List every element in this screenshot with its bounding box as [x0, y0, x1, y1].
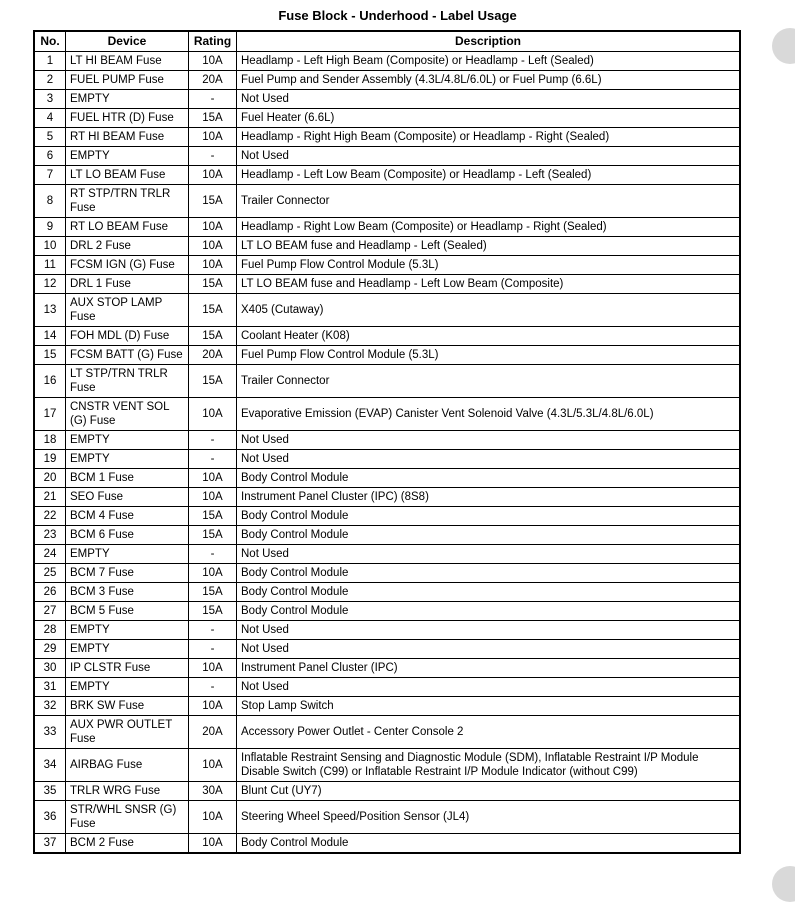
cell-device: BCM 1 Fuse — [66, 468, 189, 487]
table-row — [34, 834, 740, 854]
cell-no: 17 — [34, 397, 66, 430]
cell-rating: 15A — [189, 583, 237, 602]
table-row — [34, 89, 740, 108]
table-row — [34, 564, 740, 583]
cell-no: 35 — [34, 782, 66, 801]
cell-device: RT HI BEAM Fuse — [66, 127, 189, 146]
table-row — [34, 801, 740, 834]
cell-description: Inflatable Restraint Sensing and Diagnostic Module (SDM), Inflatable Restraint I/P Module Disable Switch (C99) or Inflatable Restraint I/P Module Indicator (without C99) — [237, 749, 741, 782]
cell-description: Instrument Panel Cluster (IPC) — [237, 659, 741, 678]
cell-device: BCM 2 Fuse — [66, 834, 189, 854]
table-row — [34, 255, 740, 274]
cell-description: Body Control Module — [237, 507, 741, 526]
cell-device: FCSM BATT (G) Fuse — [66, 345, 189, 364]
cell-description: Coolant Heater (K08) — [237, 326, 741, 345]
table-row — [34, 602, 740, 621]
cell-device: RT STP/TRN TRLR Fuse — [66, 184, 189, 217]
cell-no: 9 — [34, 217, 66, 236]
cell-device: TRLR WRG Fuse — [66, 782, 189, 801]
cell-device: LT HI BEAM Fuse — [66, 51, 189, 70]
table-row — [34, 526, 740, 545]
cell-device: AUX PWR OUTLET Fuse — [66, 716, 189, 749]
col-header-device: Device — [66, 31, 189, 51]
cell-rating: 10A — [189, 749, 237, 782]
cell-rating: 15A — [189, 108, 237, 127]
cell-no: 18 — [34, 430, 66, 449]
cell-description: Not Used — [237, 146, 741, 165]
cell-rating: - — [189, 621, 237, 640]
cell-no: 14 — [34, 326, 66, 345]
cell-device: BRK SW Fuse — [66, 697, 189, 716]
cell-description: Accessory Power Outlet - Center Console 2 — [237, 716, 741, 749]
cell-device: BCM 3 Fuse — [66, 583, 189, 602]
cell-device: BCM 4 Fuse — [66, 507, 189, 526]
table-row — [34, 293, 740, 326]
cell-device: EMPTY — [66, 678, 189, 697]
cell-no: 19 — [34, 449, 66, 468]
cell-rating: 10A — [189, 801, 237, 834]
cell-rating: 10A — [189, 165, 237, 184]
cell-description: Not Used — [237, 640, 741, 659]
cell-device: FOH MDL (D) Fuse — [66, 326, 189, 345]
cell-device: STR/WHL SNSR (G) Fuse — [66, 801, 189, 834]
cell-rating: 20A — [189, 716, 237, 749]
cell-description: Not Used — [237, 545, 741, 564]
cell-description: Blunt Cut (UY7) — [237, 782, 741, 801]
cell-device: IP CLSTR Fuse — [66, 659, 189, 678]
cell-no: 16 — [34, 364, 66, 397]
cell-rating: 10A — [189, 217, 237, 236]
cell-description: Headlamp - Right Low Beam (Composite) or Headlamp - Right (Sealed) — [237, 217, 741, 236]
cell-no: 8 — [34, 184, 66, 217]
cell-description: Not Used — [237, 430, 741, 449]
cell-description: LT LO BEAM fuse and Headlamp - Left (Sealed) — [237, 236, 741, 255]
cell-description: Headlamp - Left High Beam (Composite) or Headlamp - Left (Sealed) — [237, 51, 741, 70]
cell-rating: 20A — [189, 345, 237, 364]
cell-no: 34 — [34, 749, 66, 782]
cell-rating: 10A — [189, 468, 237, 487]
cell-description: LT LO BEAM fuse and Headlamp - Left Low Beam (Composite) — [237, 274, 741, 293]
cell-device: LT LO BEAM Fuse — [66, 165, 189, 184]
cell-description: Evaporative Emission (EVAP) Canister Vent Solenoid Valve (4.3L/5.3L/4.8L/6.0L) — [237, 397, 741, 430]
cell-device: EMPTY — [66, 430, 189, 449]
cell-rating: 15A — [189, 602, 237, 621]
table-row — [34, 108, 740, 127]
cell-no: 25 — [34, 564, 66, 583]
cell-rating: 15A — [189, 526, 237, 545]
table-row — [34, 274, 740, 293]
cell-rating: 10A — [189, 397, 237, 430]
cell-rating: - — [189, 430, 237, 449]
page-title: Fuse Block - Underhood - Label Usage — [278, 8, 517, 23]
table-row — [34, 236, 740, 255]
edge-nav-circle-top-icon[interactable] — [772, 28, 795, 64]
cell-device: CNSTR VENT SOL (G) Fuse — [66, 397, 189, 430]
table-row — [34, 184, 740, 217]
cell-description: Trailer Connector — [237, 184, 741, 217]
table-row — [34, 217, 740, 236]
cell-no: 23 — [34, 526, 66, 545]
table-row — [34, 507, 740, 526]
cell-device: EMPTY — [66, 89, 189, 108]
cell-no: 11 — [34, 255, 66, 274]
cell-no: 24 — [34, 545, 66, 564]
cell-no: 37 — [34, 834, 66, 854]
table-row — [34, 749, 740, 782]
header-row — [34, 31, 740, 51]
cell-rating: 10A — [189, 834, 237, 854]
cell-device: DRL 1 Fuse — [66, 274, 189, 293]
table-row — [34, 697, 740, 716]
table-row — [34, 127, 740, 146]
table-row — [34, 621, 740, 640]
cell-description: Body Control Module — [237, 583, 741, 602]
cell-description: Fuel Pump Flow Control Module (5.3L) — [237, 255, 741, 274]
cell-description: Headlamp - Right High Beam (Composite) or Headlamp - Right (Sealed) — [237, 127, 741, 146]
cell-rating: 15A — [189, 326, 237, 345]
table-row — [34, 468, 740, 487]
cell-description: Not Used — [237, 449, 741, 468]
table-row — [34, 430, 740, 449]
cell-no: 10 — [34, 236, 66, 255]
table-row — [34, 345, 740, 364]
cell-no: 1 — [34, 51, 66, 70]
cell-device: BCM 7 Fuse — [66, 564, 189, 583]
cell-no: 27 — [34, 602, 66, 621]
col-header-rating: Rating — [189, 31, 237, 51]
cell-no: 4 — [34, 108, 66, 127]
col-header-no: No. — [34, 31, 66, 51]
cell-rating: - — [189, 640, 237, 659]
cell-rating: 10A — [189, 697, 237, 716]
table-row — [34, 545, 740, 564]
cell-rating: 10A — [189, 659, 237, 678]
cell-description: Body Control Module — [237, 564, 741, 583]
cell-description: Instrument Panel Cluster (IPC) (8S8) — [237, 488, 741, 507]
col-header-description: Description — [237, 31, 741, 51]
cell-description: Body Control Module — [237, 526, 741, 545]
cell-rating: - — [189, 89, 237, 108]
cell-description: Body Control Module — [237, 468, 741, 487]
cell-device: EMPTY — [66, 621, 189, 640]
fuse-table-body — [34, 51, 740, 853]
cell-description: Not Used — [237, 89, 741, 108]
cell-rating: 15A — [189, 507, 237, 526]
cell-no: 20 — [34, 468, 66, 487]
cell-no: 2 — [34, 70, 66, 89]
cell-rating: 10A — [189, 127, 237, 146]
cell-description: X405 (Cutaway) — [237, 293, 741, 326]
cell-no: 3 — [34, 89, 66, 108]
cell-rating: 15A — [189, 293, 237, 326]
cell-description: Fuel Pump Flow Control Module (5.3L) — [237, 345, 741, 364]
cell-description: Headlamp - Left Low Beam (Composite) or Headlamp - Left (Sealed) — [237, 165, 741, 184]
table-row — [34, 782, 740, 801]
cell-rating: - — [189, 678, 237, 697]
cell-device: AUX STOP LAMP Fuse — [66, 293, 189, 326]
cell-no: 33 — [34, 716, 66, 749]
cell-device: FCSM IGN (G) Fuse — [66, 255, 189, 274]
cell-device: DRL 2 Fuse — [66, 236, 189, 255]
cell-rating: - — [189, 545, 237, 564]
cell-rating: - — [189, 146, 237, 165]
cell-device: AIRBAG Fuse — [66, 749, 189, 782]
cell-rating: 10A — [189, 51, 237, 70]
cell-rating: 10A — [189, 488, 237, 507]
cell-no: 28 — [34, 621, 66, 640]
cell-device: FUEL PUMP Fuse — [66, 70, 189, 89]
cell-no: 12 — [34, 274, 66, 293]
table-row — [34, 51, 740, 70]
cell-rating: 15A — [189, 184, 237, 217]
table-row — [34, 678, 740, 697]
cell-no: 32 — [34, 697, 66, 716]
cell-description: Fuel Heater (6.6L) — [237, 108, 741, 127]
cell-no: 21 — [34, 488, 66, 507]
cell-description: Stop Lamp Switch — [237, 697, 741, 716]
cell-device: BCM 6 Fuse — [66, 526, 189, 545]
cell-rating: 10A — [189, 564, 237, 583]
cell-device: EMPTY — [66, 640, 189, 659]
table-row — [34, 488, 740, 507]
table-row — [34, 146, 740, 165]
cell-no: 29 — [34, 640, 66, 659]
cell-description: Body Control Module — [237, 834, 741, 854]
cell-no: 36 — [34, 801, 66, 834]
cell-no: 7 — [34, 165, 66, 184]
cell-description: Fuel Pump and Sender Assembly (4.3L/4.8L/6.0L) or Fuel Pump (6.6L) — [237, 70, 741, 89]
cell-description: Not Used — [237, 621, 741, 640]
cell-no: 5 — [34, 127, 66, 146]
cell-device: SEO Fuse — [66, 488, 189, 507]
cell-rating: 15A — [189, 274, 237, 293]
table-row — [34, 659, 740, 678]
cell-device: EMPTY — [66, 449, 189, 468]
cell-device: RT LO BEAM Fuse — [66, 217, 189, 236]
table-row — [34, 326, 740, 345]
cell-no: 22 — [34, 507, 66, 526]
cell-device: EMPTY — [66, 146, 189, 165]
cell-device: BCM 5 Fuse — [66, 602, 189, 621]
cell-description: Steering Wheel Speed/Position Sensor (JL4) — [237, 801, 741, 834]
cell-device: LT STP/TRN TRLR Fuse — [66, 364, 189, 397]
cell-device: EMPTY — [66, 545, 189, 564]
cell-description: Body Control Module — [237, 602, 741, 621]
table-row — [34, 583, 740, 602]
cell-no: 26 — [34, 583, 66, 602]
table-row — [34, 165, 740, 184]
cell-rating: 10A — [189, 255, 237, 274]
cell-rating: - — [189, 449, 237, 468]
cell-no: 6 — [34, 146, 66, 165]
cell-no: 13 — [34, 293, 66, 326]
cell-no: 15 — [34, 345, 66, 364]
cell-no: 30 — [34, 659, 66, 678]
table-row — [34, 449, 740, 468]
table-row — [34, 397, 740, 430]
cell-no: 31 — [34, 678, 66, 697]
cell-device: FUEL HTR (D) Fuse — [66, 108, 189, 127]
fuse-table-header — [34, 31, 740, 51]
cell-rating: 10A — [189, 236, 237, 255]
cell-description: Trailer Connector — [237, 364, 741, 397]
table-row — [34, 640, 740, 659]
table-row — [34, 70, 740, 89]
table-row — [34, 716, 740, 749]
fuse-table — [33, 30, 741, 854]
cell-rating: 30A — [189, 782, 237, 801]
cell-rating: 20A — [189, 70, 237, 89]
table-row — [34, 364, 740, 397]
cell-rating: 15A — [189, 364, 237, 397]
cell-description: Not Used — [237, 678, 741, 697]
